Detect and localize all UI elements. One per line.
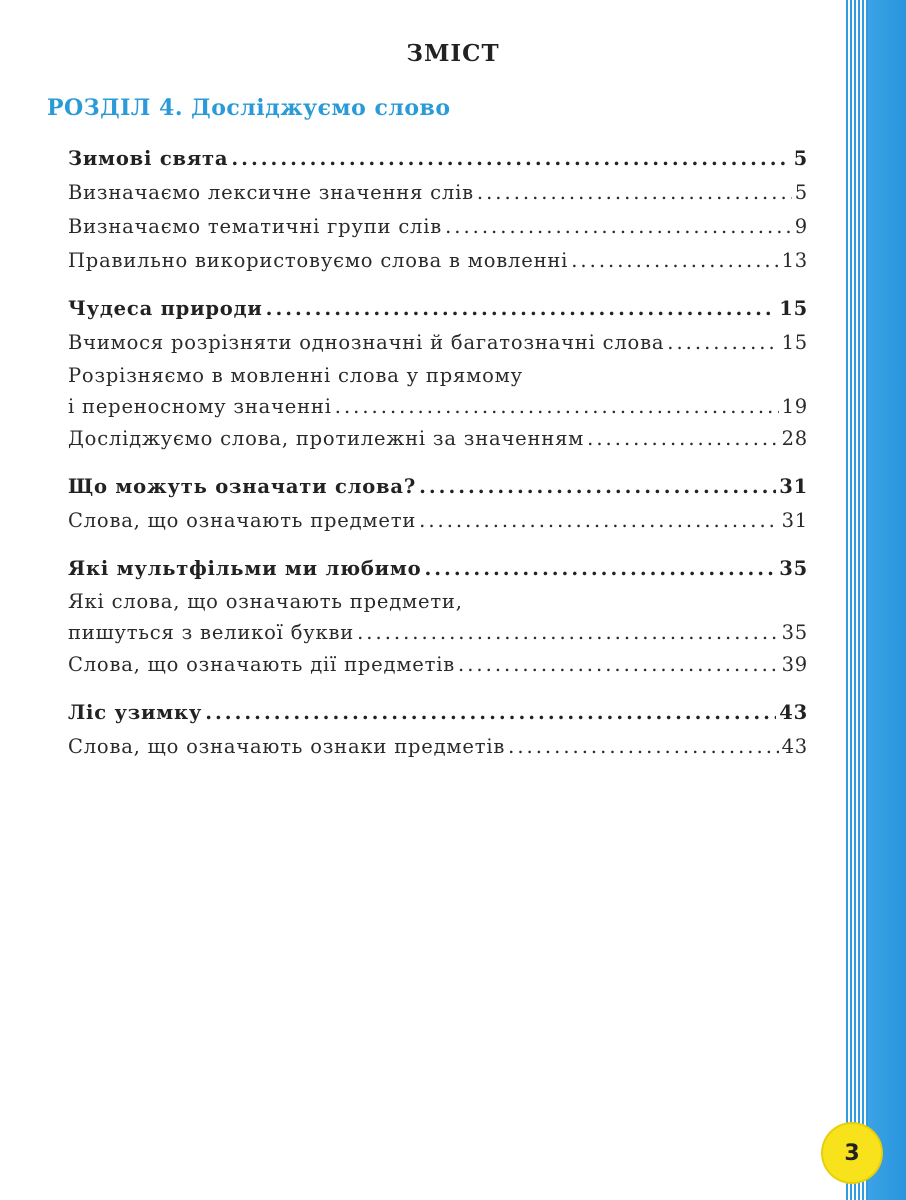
toc-topic[interactable] — [68, 696, 808, 730]
toc-page-number: 19 — [781, 395, 808, 418]
toc-entry[interactable] — [68, 586, 808, 648]
section-heading: РОЗДІЛ 4. Досліджуємо слово — [47, 95, 451, 121]
toc-page-number: 15 — [779, 297, 808, 320]
toc-page-number: 43 — [781, 735, 808, 758]
page-number-badge: 3 — [823, 1124, 881, 1182]
toc-page-number: 43 — [779, 701, 808, 724]
toc-entry-line2 — [68, 617, 808, 648]
toc-topic-label: Ліс узимку — [68, 701, 203, 724]
toc-group — [68, 696, 808, 764]
toc-group — [68, 142, 808, 278]
toc-entry[interactable] — [68, 422, 808, 456]
dot-leader — [587, 422, 778, 456]
toc-topic-label: Чудеса природи — [68, 297, 263, 320]
page-edge-stripes — [846, 0, 868, 1200]
toc-entry-label: Слова, що означають дії предметів — [68, 653, 456, 676]
toc-entry-label-line1: Розрізняємо в мовленні слова у прямому — [68, 364, 523, 387]
dot-leader — [205, 696, 776, 730]
page-edge-band — [868, 0, 906, 1200]
toc-topic[interactable] — [68, 142, 808, 176]
dot-leader — [335, 391, 779, 422]
toc-page-number: 5 — [793, 147, 808, 170]
toc-page-number: 15 — [781, 331, 808, 354]
toc-group — [68, 552, 808, 682]
toc-entry-label: пишуться з великої букви — [68, 621, 355, 644]
dot-leader — [445, 210, 792, 244]
toc-entry-label: Досліджуємо слова, протилежні за значенням — [68, 427, 585, 450]
dot-leader — [508, 730, 778, 764]
toc-topic-label: Що можуть означати слова? — [68, 475, 417, 498]
dot-leader — [419, 470, 776, 504]
dot-leader — [266, 292, 777, 326]
toc-group — [68, 292, 808, 456]
dot-leader — [667, 326, 778, 360]
toc-entry-label: Визначаємо лексичне значення слів — [68, 181, 474, 204]
toc-entry-label: Слова, що означають ознаки предметів — [68, 735, 506, 758]
toc-topic-label: Зимові свята — [68, 147, 229, 170]
table-of-contents — [68, 142, 808, 778]
toc-entry-label: Слова, що означають предмети — [68, 509, 417, 532]
dot-leader — [477, 176, 792, 210]
toc-entry[interactable] — [68, 176, 808, 210]
toc-page-number: 31 — [779, 475, 808, 498]
dot-leader — [231, 142, 790, 176]
toc-topic[interactable] — [68, 552, 808, 586]
toc-entry[interactable] — [68, 210, 808, 244]
toc-topic-label: Які мультфільми ми любимо — [68, 557, 422, 580]
dot-leader — [419, 504, 778, 538]
toc-topic[interactable] — [68, 470, 808, 504]
toc-page-number: 5 — [794, 181, 808, 204]
toc-entry[interactable] — [68, 360, 808, 422]
toc-page-number: 35 — [781, 621, 808, 644]
dot-leader — [424, 552, 776, 586]
toc-entry-label: і переносному значенні — [68, 395, 332, 418]
dot-leader — [357, 617, 778, 648]
toc-page-number: 31 — [781, 509, 808, 532]
dot-leader — [571, 244, 778, 278]
toc-page-number: 28 — [781, 427, 808, 450]
toc-entry[interactable] — [68, 730, 808, 764]
toc-entry-line2 — [68, 391, 808, 422]
toc-title: ЗМІСТ — [406, 40, 500, 67]
toc-entry[interactable] — [68, 326, 808, 360]
toc-page-number: 9 — [794, 215, 808, 238]
toc-topic[interactable] — [68, 292, 808, 326]
toc-entry[interactable] — [68, 244, 808, 278]
toc-entry-label: Визначаємо тематичні групи слів — [68, 215, 443, 238]
toc-page-number: 13 — [781, 249, 808, 272]
toc-entry-label: Правильно використовуємо слова в мовленні — [68, 249, 569, 272]
dot-leader — [458, 648, 779, 682]
toc-entry[interactable] — [68, 648, 808, 682]
toc-group — [68, 470, 808, 538]
toc-entry-label-line1: Які слова, що означають предмети, — [68, 590, 463, 613]
toc-entry[interactable] — [68, 504, 808, 538]
toc-page-number: 39 — [781, 653, 808, 676]
toc-entry-label: Вчимося розрізняти однозначні й багатозначні слова — [68, 331, 665, 354]
toc-page-number: 35 — [779, 557, 808, 580]
